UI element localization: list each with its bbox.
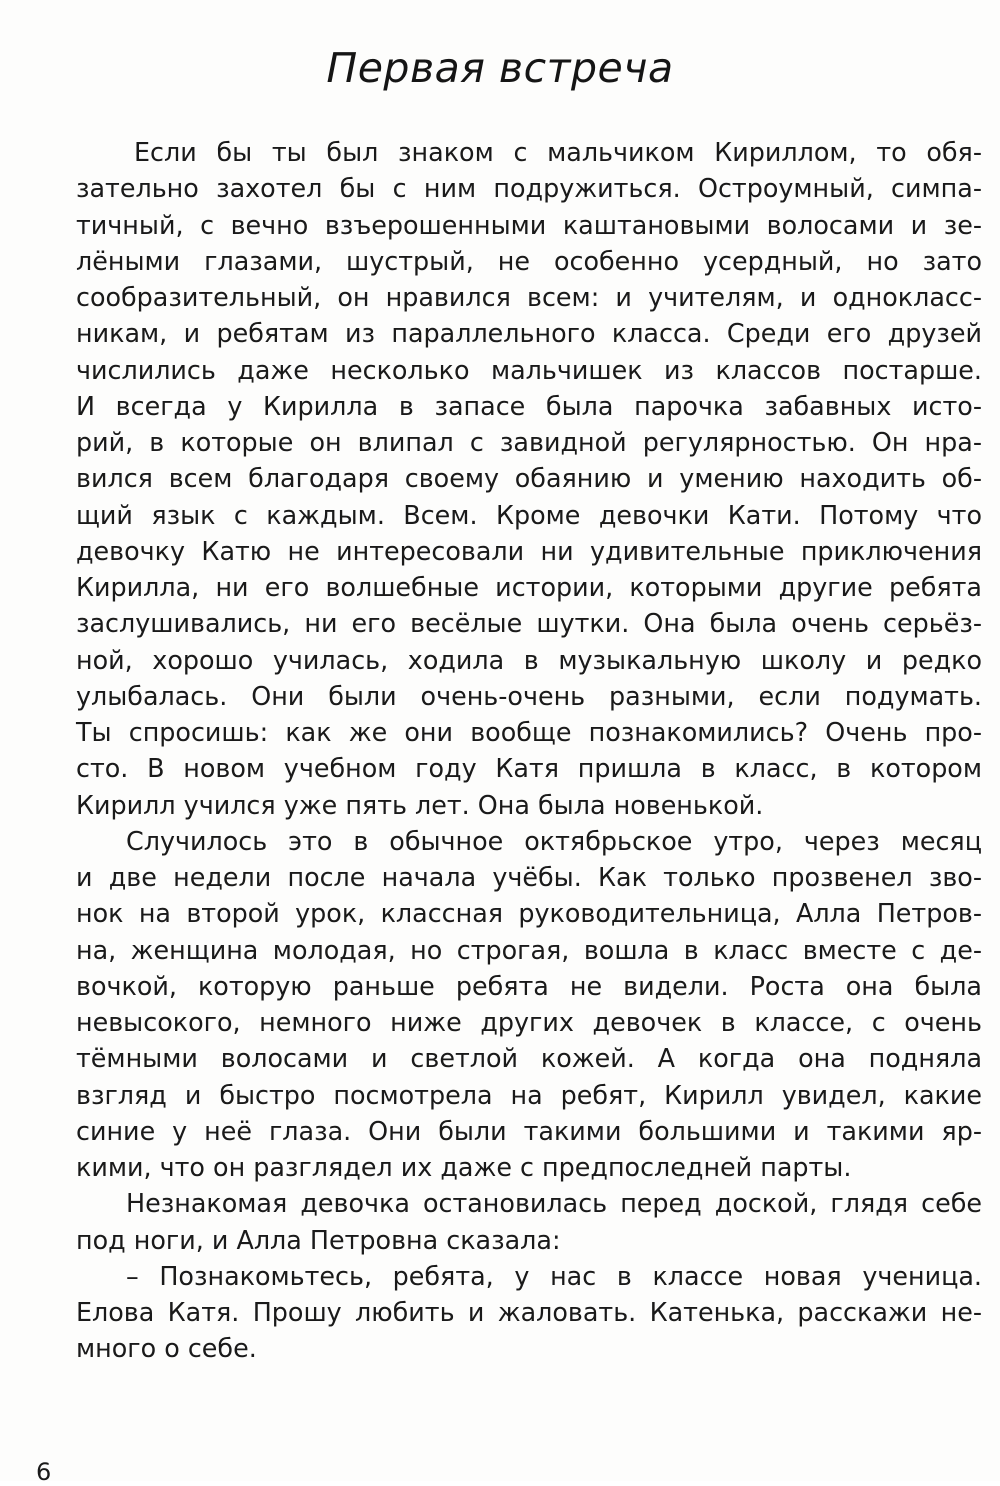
text-line: нок на второй урок, классная руководительница, Алла Петров- <box>76 898 982 929</box>
text-line: рий, в которые он влипал с завидной регулярностью. Он нра- <box>76 427 982 457</box>
text-line: – Познакомьтесь, ребята, у нас в классе новая ученица. <box>126 1260 982 1291</box>
text-line: Кирилл учился уже пять лет. Она была новенькой. <box>76 789 764 820</box>
text-line: Если бы ты был знаком с мальчиком Кириллом, то обя- <box>134 137 982 167</box>
text-line: Кирилла, ни его волшебные истории, которыми другие ребята <box>76 572 982 602</box>
text-line: под ноги, и Алла Петровна сказала: <box>76 1224 561 1255</box>
text-line: кими, что он разглядел их даже с предпоследней парты. <box>76 1152 852 1182</box>
text-line: сто. В новом учебном году Катя пришла в класс, в котором <box>76 753 982 784</box>
text-line: вился всем благодаря своему обаянию и умению находить об- <box>76 463 982 494</box>
text-line: Незнакомая девочка остановилась перед доской, глядя себе <box>126 1188 982 1219</box>
text-line: невысокого, немного ниже других девочек в классе, с очень <box>76 1007 982 1037</box>
text-line: на, женщина молодая, но строгая, вошла в класс вместе с де- <box>76 934 982 965</box>
text-line: тёмными волосами и светлой кожей. А когда она подняла <box>76 1043 982 1074</box>
text-line: и две недели после начала учёбы. Как только прозвенел зво- <box>76 862 982 892</box>
text-line: ной, хорошо училась, ходила в музыкальную школу и редко <box>76 644 982 675</box>
text-line: девочку Катю не интересовали ни удивительные приключения <box>76 535 982 566</box>
text-line: много о себе. <box>76 1333 257 1364</box>
text-line: взгляд и быстро посмотрела на ребят, Кирилл увидел, какие <box>76 1079 982 1110</box>
text-line: щий язык с каждым. Всем. Кроме девочки Кати. Потому что <box>76 499 982 530</box>
text-line: улыбалась. Они были очень-очень разными, если подумать. <box>76 680 982 711</box>
text-line: Елова Катя. Прошу любить и жаловать. Катенька, расскажи не- <box>76 1297 982 1327</box>
text-line: числились даже несколько мальчишек из классов постарше. <box>76 354 982 385</box>
chapter-title: Первая встреча <box>326 44 674 92</box>
text-line: зательно захотел бы с ним подружиться. Остроумный, симпа- <box>76 173 982 204</box>
text-line: заслушивались, ни его весёлые шутки. Она была очень серьёз- <box>76 608 982 639</box>
text-line: тичный, с вечно взъерошенными каштановыми волосами и зе- <box>76 209 982 240</box>
text-line: И всегда у Кирилла в запасе была парочка забавных исто- <box>76 390 982 421</box>
text-line: сообразительный, он нравился всем: и учителям, и однокласс- <box>76 282 982 312</box>
text-line: Случилось это в обычное октябрьское утро, через месяц <box>126 825 982 856</box>
chapter-body <box>76 134 982 1367</box>
text-line: синие у неё глаза. Они были такими большими и такими яр- <box>76 1115 982 1146</box>
text-line: лёными глазами, шустрый, не особенно усердный, но зато <box>76 245 982 276</box>
text-line: никам, и ребятам из параллельного класса. Среди его друзей <box>76 318 982 349</box>
text-line: вочкой, которую раньше ребята не видели. Роста она была <box>76 970 982 1001</box>
page-number: 6 <box>36 1458 52 1486</box>
text-line: Ты спросишь: как же они вообще познакомились? Очень про- <box>76 717 982 747</box>
